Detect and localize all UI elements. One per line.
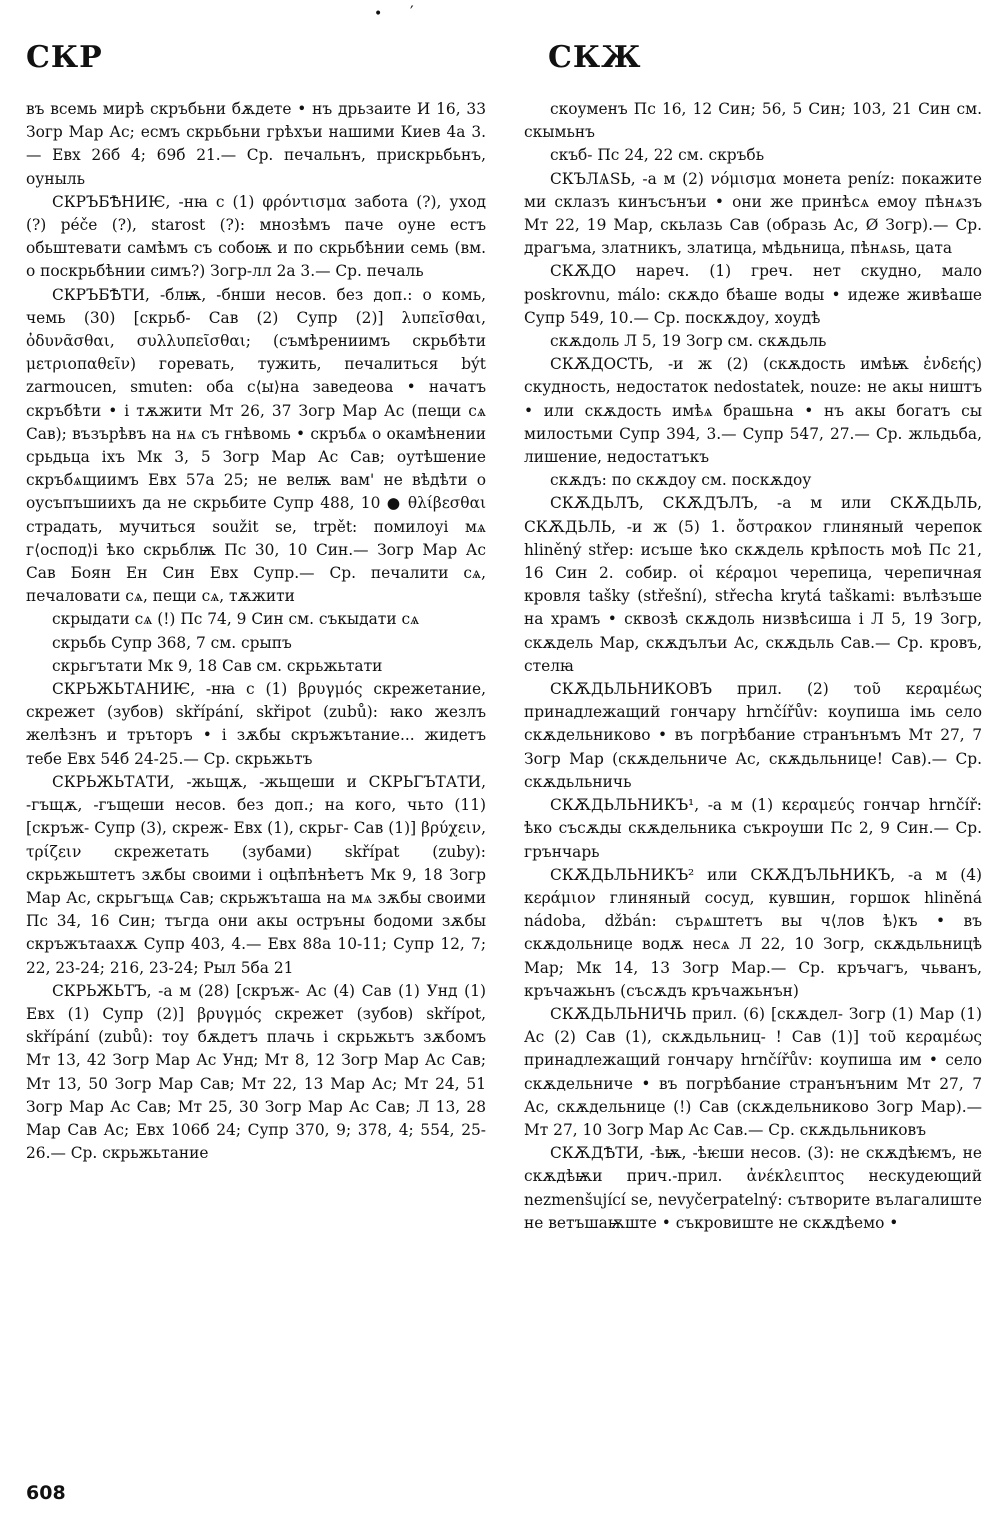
dictionary-entry: СКѪДО нареч. (1) греч. нет скудно, мало poskrovnu, málo: скѫдо бѣаше воды • идеже живѣаше Супр 549, 10.— Ср. поскѫдоу, хоудѣ: [524, 262, 982, 327]
dictionary-entry: скѫдъ: по скѫдоу см. поскѫдоу: [550, 471, 812, 490]
dictionary-entry: СКѪДѢТИ, -ѣѭ, -ѣѥши несов. (3): не скѫдѣѥмъ, не скѫдѣѭи прич.-прил. ἀνέκλειπτος нескудеющий nezmenšující se, nevyčerpatelný: сътворите вълагалиште не ветъшаѭште • съкровиште не скѫдѣемо •: [524, 1144, 982, 1232]
running-header-left: СКР: [26, 40, 103, 75]
page-number: 608: [26, 1482, 66, 1504]
dictionary-entry: СКѪДЬЛЬНИЧЬ прил. (6) [скѫдел- Зогр (1) Мар (1) Ас (2) Сав (1), скѫдьльниц- ! Сав (1)] τοῦ κεραμέως принадлежащий гончару hrnčířův: коупиша им • село скѫдельниче • въ погрѣбание странънъним Мт 27, 7 Ас, скѫдельнице (!) Сав (скѫдельниково Зогр Мар).— Мт 27, 10 Зогр Мар Ас Сав.— Ср. скѫдьльниковъ: [524, 1004, 982, 1139]
dictionary-entry: СКРЬЖЬТЪ, -а м (28) [скръж- Ас (4) Сав (1) Унд (1) Евх (1) Супр (2)] βρυγμός скрежет (зубов) skřípot, skřípání (zubů): тоу бѫдетъ плачь і скрьжьтъ зѫбомъ Мт 13, 42 Зогр Мар Ас Унд; Мт 8, 12 Зогр Мар Ас Сав; Мт 13, 50 Зогр Мар Сав; Мт 22, 13 Мар Ас; Мт 24, 51 Зогр Мар Ас Сав; Мт 25, 30 Зогр Мар Ас Сав; Л 13, 28 Мар Сав Ас; Евх 106б 24; Супр 370, 9; 378, 4; 554, 25-26.— Ср. скрьжьтание: [26, 981, 486, 1163]
dictionary-entry: СКѪДЬЛЪ, СКѪДЪЛЪ, -а м или СКѪДЬЛЬ, СКѪДЬЛЬ, -и ж (5) 1. ὄστρακον глиняный черепок hliněný střep: исъше ѣко скѫдель крѣпость моѣ Пс 21, 16 Син 2. собир. οἱ κέραμοι черепица, черепичная кровля tašky (střešní), střecha krytá taškami: вълѣзъше на храмъ • сквозѣ скѫдоль низвѣсиша і Л 5, 19 Зогр, скѫдель Мар, скѫдълъи Ас, скѫдьль Сав.— Ср. кровъ, стелꙗ: [524, 494, 982, 675]
running-header-right: СКЖ: [548, 40, 642, 75]
dictionary-entry: СКРЬЖЬТАТИ, -жьщѫ, -жьщеши и СКРЬГЪТАТИ, -гъщѫ, -гъщеши несов. без доп.; на кого, чьто (11) [скръж- Супр (3), скреж- Евх (1), скрьг- Сав (1)] βρύχειν, τρίζειν скрежетать (зубами) skřípat (zuby): скрьжьштетъ зѫбы своими і оцѣпѣнѣетъ Мк 9, 18 Зогр Мар Ас, скрьгъщѧ Сав; скрьжъташа на мѧ зѫбы своими Пс 34, 16 Син; тъгда они акы остръны бодоми зѫбы скръжътаахѫ Супр 403, 4.— Евх 88а 10-11; Супр 12, 7; 22, 23-24; 216, 23-24; Рыл 5ба 21: [26, 772, 486, 977]
dictionary-entry: скрыдати сѧ (!) Пс 74, 9 Син см. съкыдати сѧ: [52, 610, 420, 629]
dictionary-entry: СКѪДОСТЬ, -и ж (2) (скѫдость имѣѭ ἐνδεής) скудность, недостаток nedostatek, nouze: не акы ништъ • или скѫдость имѣѧ брашьна • нъ акы богатъ сы милостьми Супр 394, 3.— Супр 547, 27.— Ср. жльдьба, лишение, недостатъкъ: [524, 355, 982, 467]
dictionary-entry: СКРЪБѢТИ, -блѭ, -бнши несов. без доп.: о комь, чемь (30) [скрьб- Сав (2) Супр (2)] λυπεῖσθαι, ὀδυνᾶσθαι, συλλυπεῖσθαι; (съмѣрениимъ скрьбѣти μετριοπαθεῖν) горевать, тужить, печалиться být zarmoucen, smuten: оба с⟨ы⟩на заведеова • начатъ скръбѣти • і тѫжити Мт 26, 37 Зогр Мар Ас (пещи сѧ Сав); възърѣвъ на нѧ съ гнѣвомь • скръбѧ о окамѣнении срьдьца іхъ Мк 3, 5 Зогр Мар Ас Сав; оутѣшение скръбѧщиимъ Евх 57а 25; не велѭ вам' не вѣдѣти о оусъпъшиихъ да не скрьбите Супр 488, 10 ● θλίβεσθαι страдать, мучиться soužit se, trpět: помилоуі мѧ г⟨оспод⟩і ѣко скрьблѭ Пс 30, 10 Син.— Зогр Мар Ас Сав Боян Ен Син Евх Супр.— Ср. печалити сѧ, печаловати сѧ, пещи сѧ, тѫжити: [26, 285, 486, 606]
dictionary-entry: скѫдоль Л 5, 19 Зогр см. скѫдьль: [550, 332, 827, 351]
dictionary-entry: СКРЪБѢНИѤ, -нꙗ с (1) φρόντισμα забота (?), уход (?) péče (?), starost (?): мнозѣмъ паче оуне естъ обьштевати самѣмъ съ собоѭ и по скрьбѣнии семь (вм. о поскрьбѣнии симъ?) Зогр-лл 2а 3.— Ср. печаль: [26, 192, 486, 281]
dictionary-entry: СКРЬЖЬТАНИѤ, -нꙗ с (1) βρυγμός скрежетание, скрежет (зубов) skřípání, skřipot (zubů): ꙗко жезлъ желѣзнъ и тръторъ • і зѫбы скръжътание... жидетъ тебе Евх 54б 24-25.— Ср. скрьжьтъ: [26, 680, 486, 768]
dictionary-entry: СКѪДЬЛЬНИКОВЪ прил. (2) τοῦ κεραμέως принадлежащий гончару hrnčířův: коупиша імь село скѫдельниково • въ погрѣбание странънъмъ Мт 27, 7 Зогр Мар (скѫдельниче Ас, скѫдьльнице! Сав).— Ср. скѫдьльничь: [524, 680, 982, 791]
dictionary-entry: скоуменъ Пс 16, 12 Син; 56, 5 Син; 103, 21 Син см. скымьнъ: [524, 100, 982, 142]
dictionary-entry: скъб- Пс 24, 22 см. скръбь: [550, 146, 765, 165]
left-column: [26, 98, 486, 1165]
dictionary-entry: въ всемь мирѣ скръбьни бѫдете • нъ дрьзаите И 16, 33 Зогр Мар Ас; есмъ скрьбьни грѣхъи нашими Киев 4а 3.— Евх 26б 4; 69б 21.— Ср. печальнъ, прискрьбьнъ, оуныль: [26, 100, 486, 188]
dictionary-entry: СКѪДЬЛЬНИКЪ² или СКѪДЪЛЬНИКЪ, -а м (4) κεράμιον глиняный сосуд, кувшин, горшок hliněná nádoba, džbán: сърѧштетъ вы ч⟨лов ѣ⟩къ • въ скѫдольнице водѫ несѧ Л 22, 10 Зогр, скѫдьльницѣ Мар; Мк 14, 13 Зогр Мар.— Ср. кръчагъ, чьванъ, кръчажьнъ (съсѫдъ кръчажьнън): [524, 865, 982, 1000]
top-mark-tick: ′: [410, 2, 414, 21]
right-column: [524, 98, 982, 1235]
dictionary-entry: СКѪДЬЛЬНИКЪ¹, -а м (1) κεραμεύς гончар hrnčíř: ѣко съсѫды скѫдельника съкроуши Пс 2, 9 Син.— Ср. грънчарь: [524, 796, 982, 861]
dictionary-entry: СКЪЛѦЅЬ, -а м (2) νόμισμα монета peníz: покажите ми склазъ кинъсънъи • они же принѣсѧ емоу пѣнѧзъ Мт 22, 19 Мар, скьлазь Сав (образь Ас, Ø Зогр).— Ср. драгъма, златникъ, златица, мѣдьница, пѣнѧѕь, цата: [524, 169, 982, 258]
top-mark-dot: •: [374, 6, 383, 22]
dictionary-entry: скрьбь Супр 368, 7 см. срыпъ: [52, 633, 292, 652]
dictionary-entry: скрьгътати Мк 9, 18 Сав см. скрьжьтати: [52, 656, 383, 675]
